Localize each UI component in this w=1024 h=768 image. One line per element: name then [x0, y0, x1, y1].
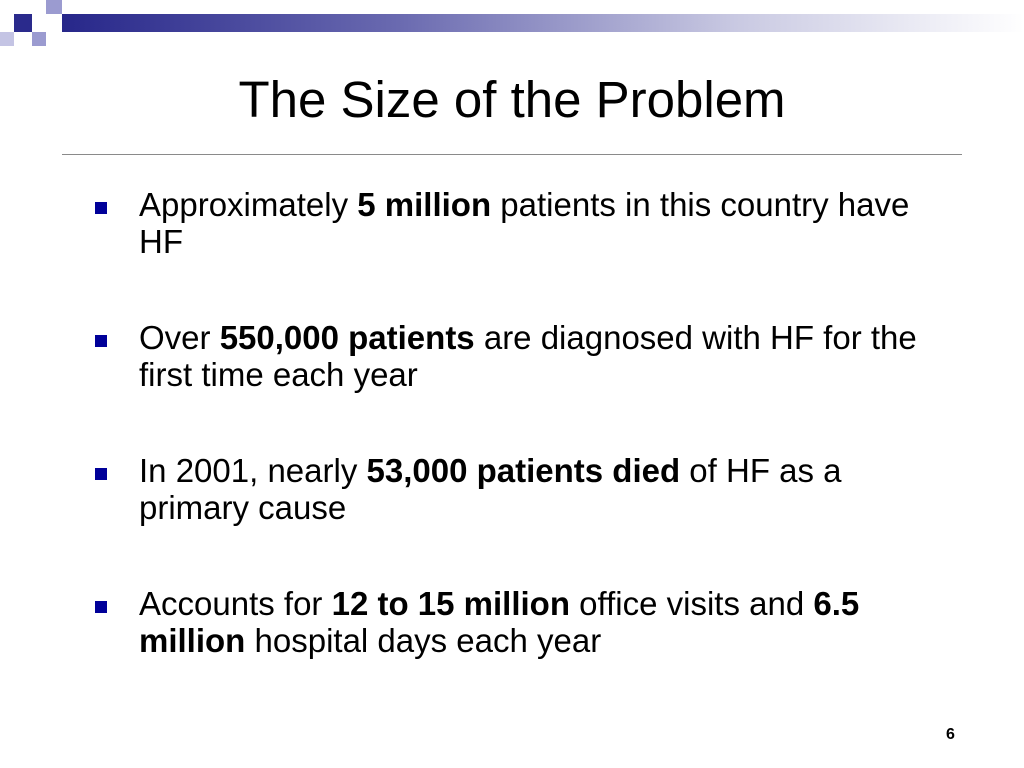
bullet-emphasis: 12 to 15 million [331, 585, 570, 622]
decorative-square [46, 14, 62, 32]
square-bullet-icon [95, 202, 107, 214]
bullet-emphasis: 5 million [357, 186, 492, 223]
square-bullet-icon [95, 335, 107, 347]
bullet-item [95, 585, 935, 659]
bullet-text: are diagnosed with HF for the first time each year [139, 319, 917, 393]
decorative-square [32, 32, 46, 46]
bullet-emphasis: 53,000 patients died [366, 452, 681, 489]
bullet-text: Approximately [139, 186, 358, 223]
bullet-text: office visits and [570, 585, 814, 622]
bullet-text: Accounts for [139, 585, 332, 622]
bullet-emphasis: 6.5 million [139, 585, 860, 659]
bullet-emphasis: 550,000 patients [219, 319, 475, 356]
title-divider [62, 154, 962, 155]
bullet-item [95, 319, 935, 393]
decorative-square [14, 14, 32, 32]
bullet-list [95, 186, 935, 718]
bullet-text: hospital days each year [245, 622, 602, 659]
bullet-text: Over [139, 319, 220, 356]
decorative-square [0, 32, 14, 46]
slide-title: The Size of the Problem [238, 71, 786, 128]
header-gradient-band [62, 14, 1024, 32]
bullet-text: patients in this country have HF [139, 186, 910, 260]
decorative-square [46, 0, 62, 14]
square-bullet-icon [95, 601, 107, 613]
square-bullet-icon [95, 468, 107, 480]
bullet-text: In 2001, nearly [139, 452, 367, 489]
page-number: 6 [946, 726, 955, 743]
bullet-text: of HF as a primary cause [139, 452, 842, 526]
bullet-item [95, 452, 935, 526]
bullet-item [95, 186, 935, 260]
